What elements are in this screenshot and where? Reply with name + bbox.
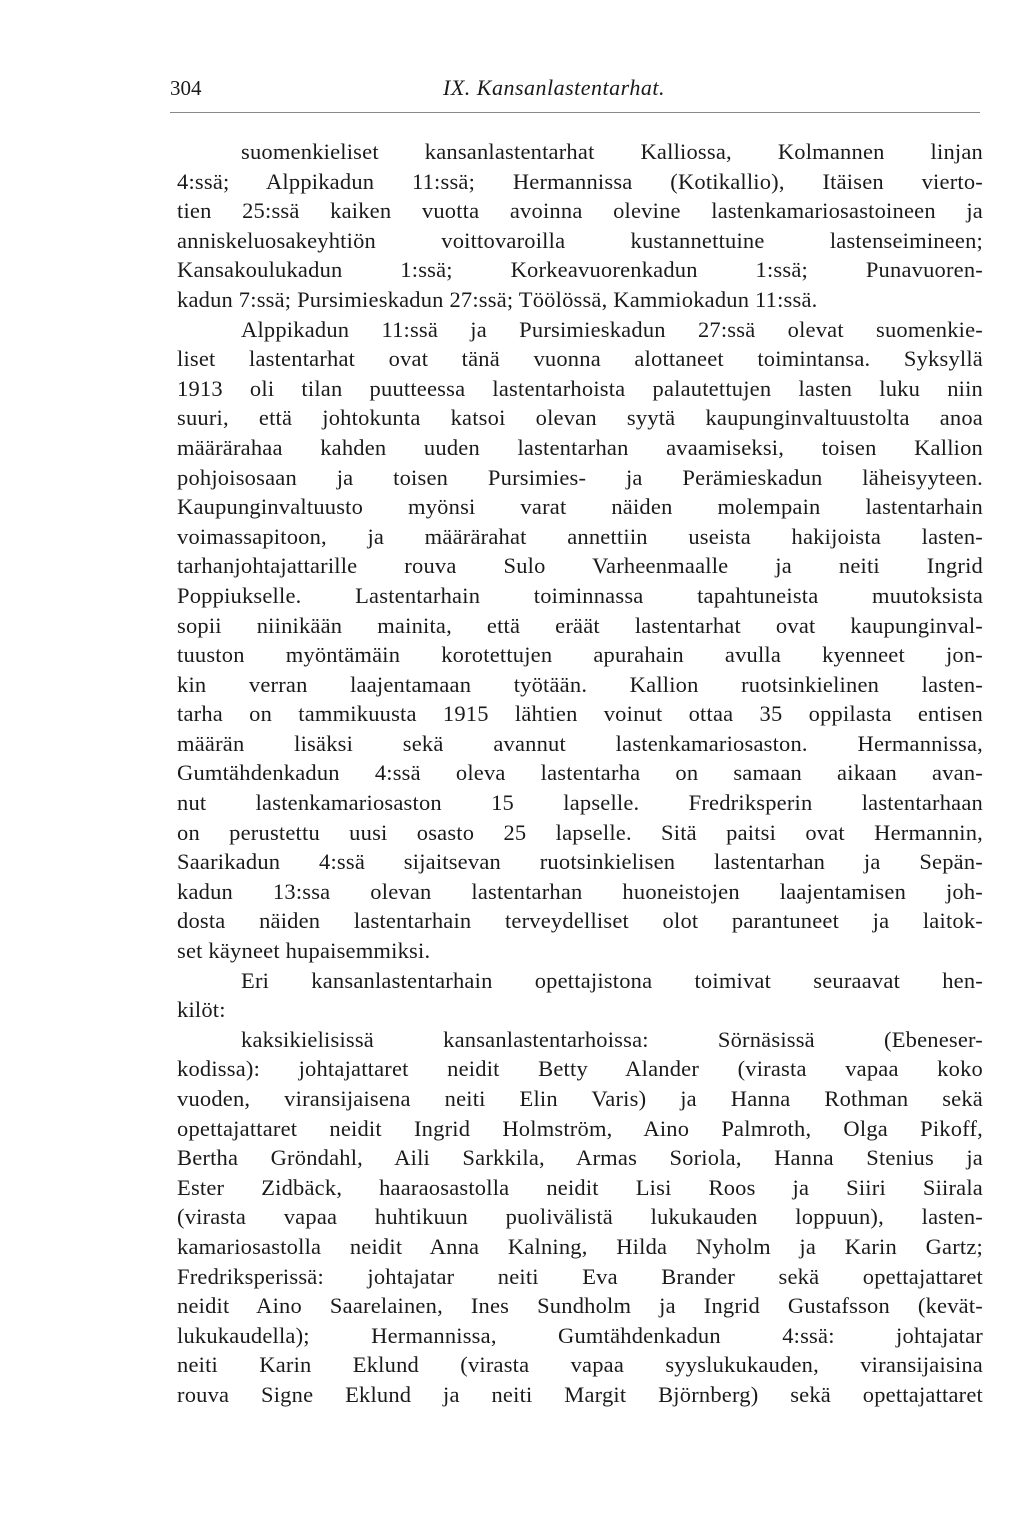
- text-line: liset lastentarhat ovat tänä vuonna alottaneet toimintansa. Syksyllä: [177, 346, 983, 372]
- text-line: on perustettu uusi osasto 25 lapselle. Sitä paitsi ovat Hermannin,: [177, 819, 983, 845]
- header-rule: [170, 112, 980, 113]
- text-line: suuri, että johtokunta katsoi olevan syytä kaupunginvaltuustolta anoa: [177, 405, 983, 431]
- text-line: Saarikadun 4:ssä sijaitsevan ruotsinkielisen lastentarhan ja Sepän-: [177, 849, 983, 875]
- text-line: kamariosastolla neidit Anna Kalning, Hilda Nyholm ja Karin Gartz;: [177, 1233, 983, 1259]
- text-line: 4:ssä; Alppikadun 11:ssä; Hermannissa (Kotikallio), Itäisen vierto-: [177, 168, 983, 194]
- text-line: opettajattaret neidit Ingrid Holmström, Aino Palmroth, Olga Pikoff,: [177, 1115, 983, 1141]
- text-line: (virasta vapaa huhtikuun puolivälistä lukukauden loppuun), lasten-: [177, 1204, 983, 1230]
- text-line: määrärahaa kahden uuden lastentarhan avaamiseksi, toisen Kallion: [177, 434, 983, 460]
- running-title: IX. Kansanlastentarhat.: [443, 75, 665, 100]
- text-line: kodissa): johtajattaret neidit Betty Alander (virasta vapaa koko: [177, 1056, 983, 1082]
- text-line: Fredriksperissä: johtajatar neiti Eva Brander sekä opettajattaret: [177, 1263, 983, 1289]
- text-line: nut lastenkamariosaston 15 lapselle. Fredriksperin lastentarhaan: [177, 790, 983, 816]
- text-line: Kansakoulukadun 1:ssä; Korkeavuorenkadun 1:ssä; Punavuoren-: [177, 257, 983, 283]
- body-text: [177, 137, 983, 1410]
- text-line: anniskeluosakeyhtiön voittovaroilla kustannettuine lastenseimineen;: [177, 227, 983, 253]
- text-line: määrän lisäksi sekä avannut lastenkamariosaston. Hermannissa,: [177, 730, 983, 756]
- text-line: Ester Zidbäck, haaraosastolla neidit Lisi Roos ja Siiri Siirala: [177, 1174, 983, 1200]
- text-line: kadun 7:ssä; Pursimieskadun 27:ssä; Töölössä, Kammiokadun 11:ssä.: [177, 286, 818, 312]
- text-line: Alppikadun 11:ssä ja Pursimieskadun 27:ssä olevat suomenkie-: [241, 316, 983, 342]
- text-line: rouva Signe Eklund ja neiti Margit Björnberg) sekä opettajattaret: [177, 1381, 983, 1407]
- text-line: tarhanjohtajattarille rouva Sulo Varheenmaalle ja neiti Ingrid: [177, 553, 983, 579]
- text-line: tien 25:ssä kaiken vuotta avoinna olevine lastenkamariosastoineen ja: [177, 198, 983, 224]
- text-line: Gumtähdenkadun 4:ssä oleva lastentarha on samaan aikaan avan-: [177, 760, 983, 786]
- text-line: neidit Aino Saarelainen, Ines Sundholm ja Ingrid Gustafsson (kevät-: [177, 1293, 983, 1319]
- text-line: kilöt:: [177, 997, 226, 1023]
- text-line: lukukaudella); Hermannissa, Gumtähdenkadun 4:ssä: johtajatar: [177, 1322, 983, 1348]
- text-line: suomenkieliset kansanlastentarhat Kalliossa, Kolmannen linjan: [241, 139, 983, 164]
- running-head: [170, 76, 984, 106]
- text-line: Kaupunginvaltuusto myönsi varat näiden molempain lastentarhain: [177, 494, 983, 520]
- text-line: neiti Karin Eklund (virasta vapaa syyslukukauden, viransijaisina: [177, 1352, 983, 1378]
- text-line: sopii niinikään mainita, että eräät lastentarhat ovat kaupunginval-: [177, 612, 983, 638]
- text-line: set käyneet hupaisemmiksi.: [177, 938, 431, 964]
- page-number: 304: [170, 76, 202, 100]
- text-line: kadun 13:ssa olevan lastentarhan huoneistojen laajentamisen joh-: [177, 878, 983, 904]
- text-line: pohjoisosaan ja toisen Pursimies- ja Perämieskadun läheisyyteen.: [177, 464, 983, 490]
- text-line: 1913 oli tilan puutteessa lastentarhoista palautettujen lasten luku niin: [177, 375, 983, 401]
- text-line: tarha on tammikuusta 1915 lähtien voinut ottaa 35 oppilasta entisen: [177, 701, 983, 727]
- text-line: dosta näiden lastentarhain terveydelliset olot parantuneet ja laitok-: [177, 908, 983, 934]
- text-line: kin verran laajentamaan työtään. Kallion ruotsinkielinen lasten-: [177, 671, 983, 697]
- text-line: tuuston myöntämäin korotettujen apurahain avulla kyenneet jon-: [177, 642, 983, 668]
- text-line: Poppiukselle. Lastentarhain toiminnassa tapahtuneista muutoksista: [177, 582, 983, 608]
- text-line: Bertha Gröndahl, Aili Sarkkila, Armas Soriola, Hanna Stenius ja: [177, 1145, 983, 1171]
- text-line: voimassapitoon, ja määrärahat annettiin useista hakijoista lasten-: [177, 523, 983, 549]
- text-line: Eri kansanlastentarhain opettajistona toimivat seuraavat hen-: [241, 967, 983, 993]
- text-line: kaksikielisissä kansanlastentarhoissa: Sörnäsissä (Ebeneser-: [241, 1026, 983, 1052]
- text-line: vuoden, viransijaisena neiti Elin Varis) ja Hanna Rothman sekä: [177, 1086, 983, 1111]
